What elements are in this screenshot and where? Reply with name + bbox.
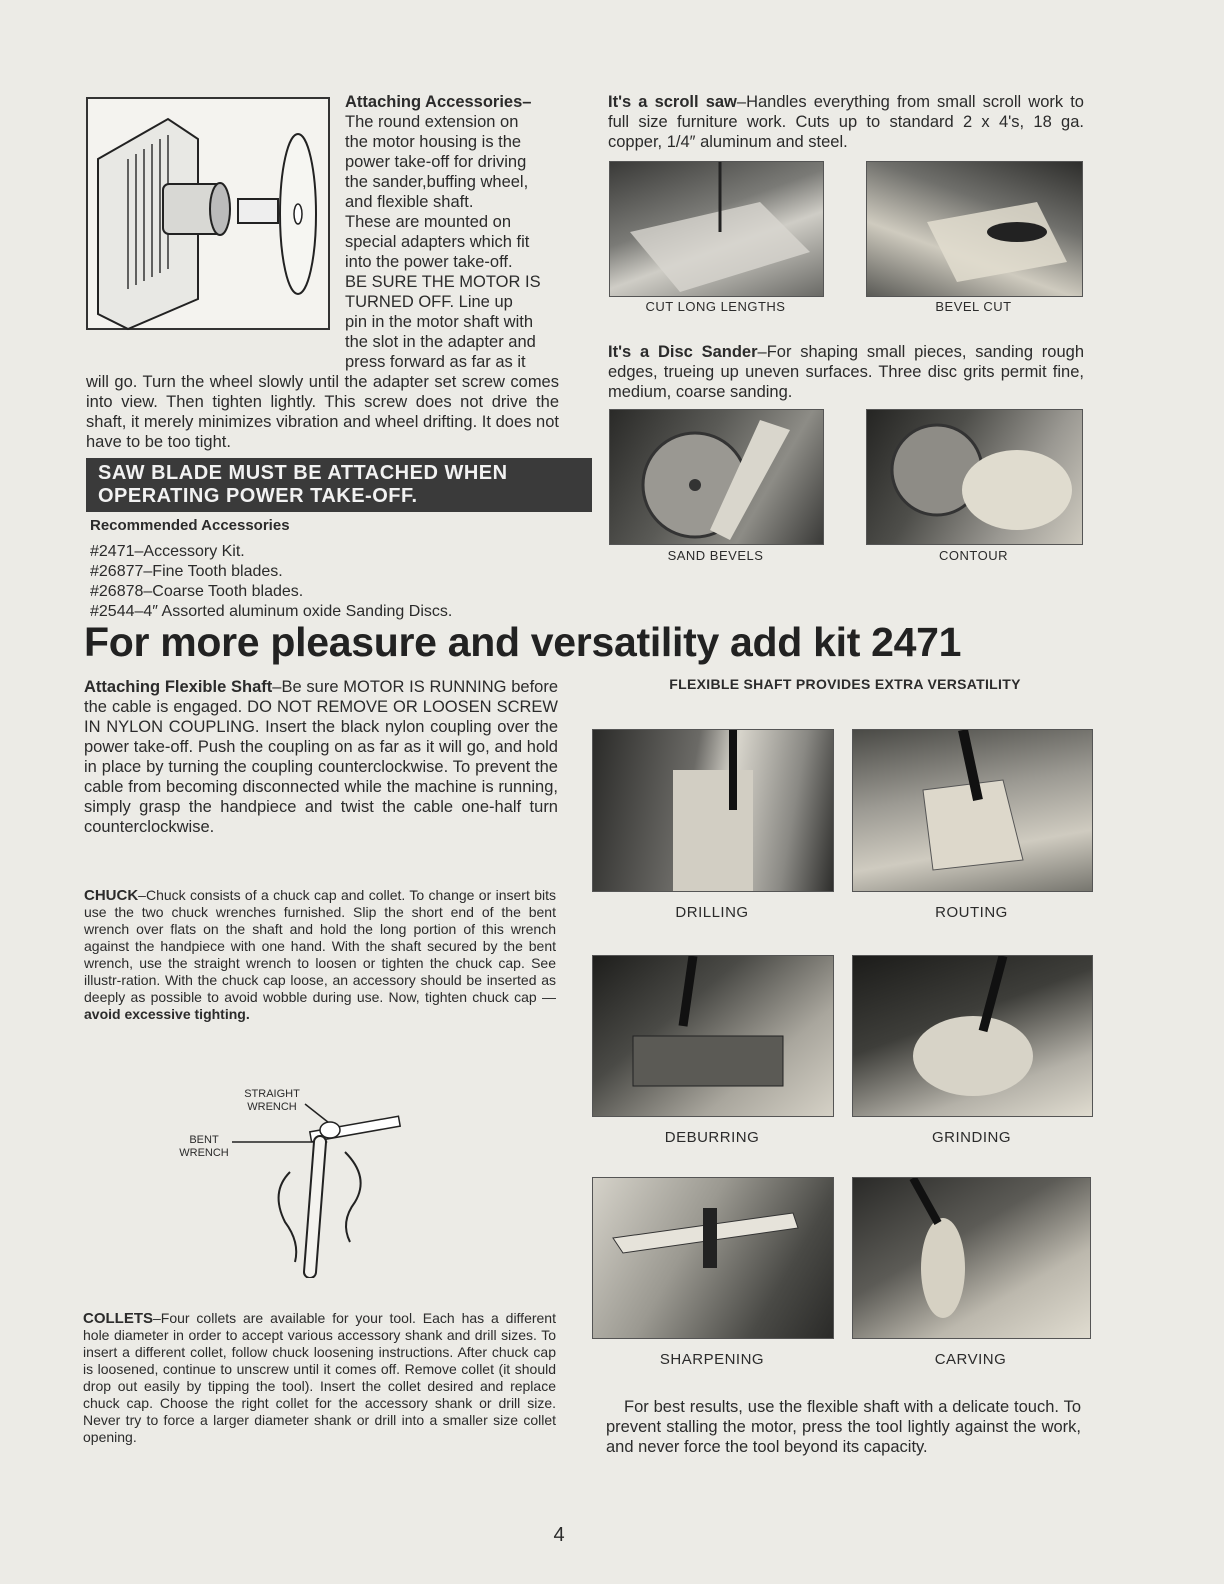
text-line: pin in the motor shaft with	[345, 313, 534, 331]
photo-sharpening	[592, 1177, 834, 1339]
text-line: The round extension on	[345, 113, 519, 131]
text-line: the sander,buffing wheel,	[345, 173, 529, 191]
caption-deburring: DEBURRING	[664, 1129, 760, 1146]
collets-body: –Four collets are available for your tool. Each has a different hole diameter in order to accept various accessory shank and drill sizes. To insert a different collet, follow chuck loosening instructions. After chuck cap is loosened, continue to unscrew until it comes off. Remove collet (it should drop out easily by tipping the tool). Insert the collet desired and replace chuck cap. Choose the right collet for the accessory shank or drill size. Never try to force a larger diameter shank or drill into a smaller size collet opening.	[83, 1310, 556, 1445]
label-line: STRAIGHT	[244, 1088, 300, 1100]
caption-contour: CONTOUR	[939, 548, 1008, 563]
page-number: 4	[553, 1524, 565, 1546]
label-line: WRENCH	[179, 1147, 229, 1159]
chuck-lead: CHUCK	[84, 887, 139, 904]
attaching-accessories-heading: Attaching Accessories–	[345, 93, 532, 111]
flexible-shaft-body: –Be sure MOTOR IS RUNNING before the cable is engaged. DO NOT REMOVE OR LOOSEN SCREW IN NYLON COUPLING. Insert the black nylon coupling over the power take-off. Push the coupling on as far as it will go, and hold in place by turning the coupling counterclockwise. To prevent the cable from becoming disconnected while the machine is running, simply grasp the handpiece and twist the cable one-half turn counterclockwise.	[84, 678, 558, 836]
caption-sand-bevels: SAND BEVELS	[667, 548, 764, 563]
scroll-saw-text	[608, 92, 1084, 152]
best-results-text: For best results, use the flexible shaft with a delicate touch. To prevent stalling the motor, press the tool lightly against the work, and never force the tool beyond its capacity.	[606, 1398, 1081, 1456]
scroll-saw-lead: It's a scroll saw	[608, 93, 737, 111]
photo-carving	[852, 1177, 1091, 1339]
disc-sander-body: –For shaping small pieces, sanding rough edges, trueing up uneven surfaces. Three disc grits permit fine, medium, coarse sanding.	[608, 343, 1084, 401]
collets-lead: COLLETS	[83, 1310, 153, 1327]
caption-sharpening: SHARPENING	[659, 1351, 765, 1368]
disc-sander-lead: It's a Disc Sander	[608, 343, 758, 361]
flexible-shaft-text	[84, 677, 558, 837]
straight-wrench-label	[232, 1088, 312, 1114]
text-line: and flexible shaft.	[345, 193, 474, 211]
photo-grinding	[852, 955, 1093, 1117]
recommended-accessories	[90, 516, 570, 622]
text-line: special adapters which fit	[345, 233, 530, 251]
scroll-saw-body: –Handles everything from small scroll work to full size furniture work. Cuts up to standard 2 x 4's, 18 ga. copper, 1/4″ aluminum and steel.	[608, 93, 1084, 151]
text-line: power take-off for driving	[345, 153, 527, 171]
accessory-item: #2544–4″ Assorted aluminum oxide Sanding Discs.	[90, 603, 453, 620]
warning-banner: SAW BLADE MUST BE ATTACHED WHEN OPERATING POWER TAKE-OFF.	[86, 458, 592, 512]
caption-routing: ROUTING	[935, 904, 1008, 921]
flex-shaft-heading: FLEXIBLE SHAFT PROVIDES EXTRA VERSATILITY	[669, 676, 1021, 692]
text-line: the slot in the adapter and	[345, 333, 536, 351]
accessory-item: #2471–Accessory Kit.	[90, 543, 245, 560]
attaching-accessories-lines	[345, 112, 559, 372]
caption-cut-long-lengths: CUT LONG LENGTHS	[645, 299, 786, 314]
chuck-emphasis: avoid excessive tighting.	[84, 1006, 250, 1022]
caption-drilling: DRILLING	[675, 904, 749, 921]
flexible-shaft-lead: Attaching Flexible Shaft	[84, 678, 273, 696]
photo-drilling	[592, 729, 834, 892]
motor-takeoff-illustration	[86, 97, 330, 330]
caption-bevel-cut: BEVEL CUT	[935, 299, 1012, 314]
label-line: BENT	[189, 1134, 219, 1146]
recommended-title: Recommended Accessories	[90, 517, 290, 534]
bent-wrench-label	[172, 1134, 236, 1160]
disc-sander-text	[608, 342, 1084, 402]
photo-sand-bevels	[609, 409, 824, 545]
caption-carving: CARVING	[934, 1351, 1007, 1368]
chuck-body: –Chuck consists of a chuck cap and collet. To change or insert bits use the two chuck wrenches furnished. Slip the short end of the bent wrench over flats on the shaft and hold the long portion of this wrench against the handpiece with one hand. With the shaft secured by the bent wrench, use the straight wrench to loosen or tighten the chuck cap. See illustr-ration. With the chuck cap loose, an accessory should be inserted as deeply as possible to avoid wobble during use. Now, tighten chuck cap —	[84, 887, 556, 1005]
chuck-text	[84, 887, 556, 1023]
photo-deburring	[592, 955, 834, 1117]
accessory-item: #26878–Coarse Tooth blades.	[90, 583, 304, 600]
photo-cut-long-lengths	[609, 161, 824, 297]
label-line: WRENCH	[247, 1101, 297, 1113]
text-line: BE SURE THE MOTOR IS	[345, 273, 541, 291]
page-headline: For more pleasure and versatility add kit 2471	[84, 619, 962, 665]
attaching-accessories-continued: will go. Turn the wheel slowly until the adapter set screw comes into view. Then tighten lightly. This screw does not drive the shaft, it merely minimizes vibration and wheel drifting. It does not have to be too tight.	[86, 373, 559, 451]
photo-contour	[866, 409, 1083, 545]
text-line: the motor housing is the	[345, 133, 522, 151]
text-line: These are mounted on	[345, 213, 512, 231]
photo-bevel-cut	[866, 161, 1083, 297]
text-line: press forward as far as it	[345, 353, 526, 371]
photo-routing	[852, 729, 1093, 892]
accessory-item: #26877–Fine Tooth blades.	[90, 563, 283, 580]
text-line: into the power take-off.	[345, 253, 513, 271]
caption-grinding: GRINDING	[932, 1129, 1011, 1146]
text-line: TURNED OFF. Line up	[345, 293, 513, 311]
collets-text	[83, 1310, 556, 1446]
